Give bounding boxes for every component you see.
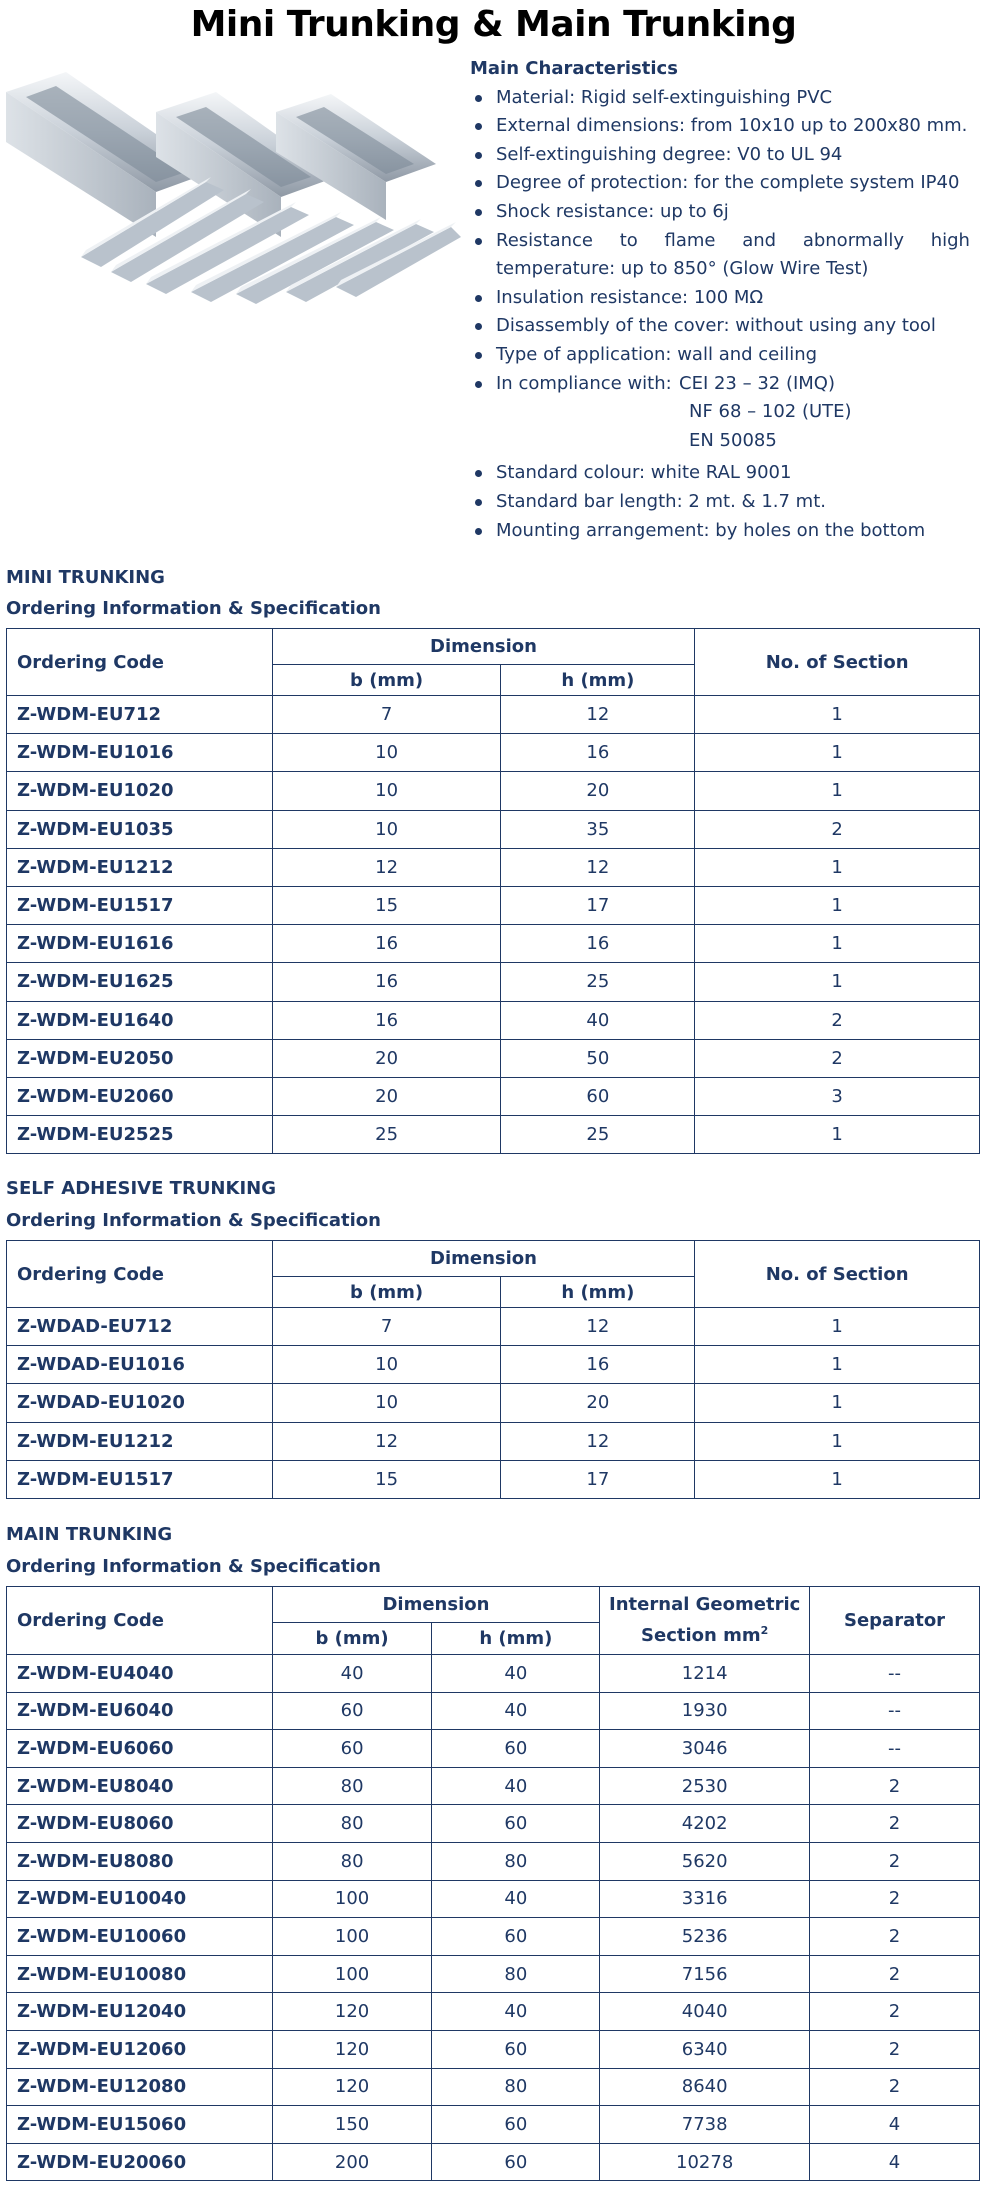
ordering-code-cell: Z-WDM-EU1016	[7, 734, 273, 772]
value-cell: 60	[272, 1730, 432, 1768]
value-cell: 25	[501, 1116, 695, 1154]
value-cell: 20	[501, 772, 695, 810]
value-cell: 6340	[600, 2030, 810, 2068]
ordering-code-cell: Z-WDM-EU1517	[7, 886, 273, 924]
value-cell: 15	[272, 886, 501, 924]
header-h: h (mm)	[432, 1623, 600, 1655]
ordering-code-cell: Z-WDM-EU8080	[7, 1842, 273, 1880]
list-item: Degree of protection: for the complete system IP40	[470, 169, 970, 198]
table-row	[7, 734, 980, 772]
value-cell: 80	[432, 1955, 600, 1993]
value-cell: 1930	[600, 1692, 810, 1730]
list-item: Shock resistance: up to 6j	[470, 198, 970, 227]
list-item: Self-extinguishing degree: V0 to UL 94	[470, 141, 970, 170]
value-cell: 4202	[600, 1805, 810, 1843]
value-cell: 60	[432, 2106, 600, 2144]
value-cell: 7738	[600, 2106, 810, 2144]
value-cell: 40	[501, 1001, 695, 1039]
table-row	[7, 1460, 980, 1498]
value-cell: 80	[272, 1805, 432, 1843]
value-cell: 2	[810, 2068, 980, 2106]
value-cell: 10	[272, 810, 501, 848]
ordering-code-cell: Z-WDM-EU2060	[7, 1077, 273, 1115]
value-cell: 100	[272, 1880, 432, 1918]
table-row	[7, 1993, 980, 2031]
ordering-code-cell: Z-WDM-EU12060	[7, 2030, 273, 2068]
value-cell: 100	[272, 1918, 432, 1956]
value-cell: 5236	[600, 1918, 810, 1956]
ordering-code-cell: Z-WDM-EU2050	[7, 1039, 273, 1077]
value-cell: 120	[272, 1993, 432, 2031]
header-dimension: Dimension	[272, 629, 695, 665]
list-item: Standard colour: white RAL 9001	[470, 459, 970, 488]
value-cell: 1	[695, 734, 980, 772]
value-cell: 2	[810, 2030, 980, 2068]
ordering-code-cell: Z-WDM-EU1035	[7, 810, 273, 848]
page-title: Mini Trunking & Main Trunking	[190, 4, 797, 45]
table-row	[7, 1805, 980, 1843]
table-row	[7, 696, 980, 734]
table-row	[7, 1692, 980, 1730]
value-cell: 2	[695, 1039, 980, 1077]
value-cell: 40	[432, 1692, 600, 1730]
value-cell: 16	[501, 734, 695, 772]
ordering-code-cell: Z-WDM-EU1640	[7, 1001, 273, 1039]
value-cell: 80	[432, 2068, 600, 2106]
table-row	[7, 1842, 980, 1880]
header-sections: No. of Section	[695, 629, 980, 696]
table-row	[7, 2030, 980, 2068]
mini-trunking-subtitle: Ordering Information & Specification	[6, 598, 381, 619]
value-cell: 2530	[600, 1767, 810, 1805]
value-cell: 3046	[600, 1730, 810, 1768]
value-cell: 7	[272, 1308, 501, 1346]
table-row	[7, 925, 980, 963]
compliance-standard: CEI 23 – 32 (IMQ)	[679, 372, 835, 394]
compliance-standard: NF 68 – 102 (UTE)	[689, 401, 852, 423]
adhesive-trunking-title: SELF ADHESIVE TRUNKING	[6, 1178, 276, 1199]
value-cell: 3316	[600, 1880, 810, 1918]
value-cell: 10278	[600, 2143, 810, 2181]
table-row	[7, 886, 980, 924]
value-cell: 2	[695, 810, 980, 848]
table-row	[7, 772, 980, 810]
value-cell: 80	[432, 1842, 600, 1880]
table-row	[7, 1308, 980, 1346]
value-cell: 100	[272, 1955, 432, 1993]
value-cell: 200	[272, 2143, 432, 2181]
value-cell: 2	[810, 1993, 980, 2031]
value-cell: 7	[272, 696, 501, 734]
value-cell: 60	[272, 1692, 432, 1730]
value-cell: 2	[810, 1955, 980, 1993]
value-cell: --	[810, 1730, 980, 1768]
list-item: External dimensions: from 10x10 up to 200x80 mm.	[470, 112, 970, 141]
value-cell: 1	[695, 1308, 980, 1346]
value-cell: 1214	[600, 1655, 810, 1693]
ordering-code-cell: Z-WDM-EU12040	[7, 1993, 273, 2031]
value-cell: 60	[432, 1730, 600, 1768]
value-cell: 120	[272, 2030, 432, 2068]
header-internal-section: Internal Geometric Section $mm^2$	[600, 1587, 810, 1655]
header-dimension: Dimension	[272, 1587, 600, 1623]
value-cell: 10	[272, 734, 501, 772]
value-cell: 2	[810, 1805, 980, 1843]
value-cell: 12	[501, 1422, 695, 1460]
header-dimension: Dimension	[272, 1241, 695, 1277]
table-row	[7, 1767, 980, 1805]
list-item: Disassembly of the cover: without using any tool	[470, 312, 970, 341]
ordering-code-cell: Z-WDM-EU1020	[7, 772, 273, 810]
list-item: Insulation resistance: 100 MΩ	[470, 284, 970, 313]
value-cell: --	[810, 1692, 980, 1730]
value-cell: 60	[432, 2143, 600, 2181]
header-b: b (mm)	[272, 665, 501, 696]
header-separator: Separator	[810, 1587, 980, 1655]
value-cell: 1	[695, 925, 980, 963]
value-cell: 1	[695, 1422, 980, 1460]
value-cell: 4	[810, 2143, 980, 2181]
value-cell: 50	[501, 1039, 695, 1077]
ordering-code-cell: Z-WDAD-EU712	[7, 1308, 273, 1346]
value-cell: 1	[695, 848, 980, 886]
value-cell: 10	[272, 772, 501, 810]
main-characteristics	[470, 55, 970, 545]
ordering-code-cell: Z-WDM-EU8040	[7, 1767, 273, 1805]
value-cell: 12	[501, 696, 695, 734]
value-cell: 3	[695, 1077, 980, 1115]
header-sections: No. of Section	[695, 1241, 980, 1308]
table-row	[7, 963, 980, 1001]
adhesive-trunking-subtitle: Ordering Information & Specification	[6, 1210, 381, 1231]
ordering-code-cell: Z-WDAD-EU1016	[7, 1346, 273, 1384]
mini-trunking-table	[6, 628, 980, 1154]
table-row	[7, 1039, 980, 1077]
ordering-code-cell: Z-WDM-EU15060	[7, 2106, 273, 2144]
value-cell: 1	[695, 1346, 980, 1384]
value-cell: 2	[810, 1767, 980, 1805]
value-cell: 40	[432, 1655, 600, 1693]
list-item: Resistance to flame and abnormally high temperature: up to 850° (Glow Wire Test)	[470, 227, 970, 284]
ordering-code-cell: Z-WDAD-EU1020	[7, 1384, 273, 1422]
value-cell: 10	[272, 1384, 501, 1422]
list-item	[470, 370, 970, 456]
value-cell: 16	[501, 925, 695, 963]
ordering-code-cell: Z-WDM-EU4040	[7, 1655, 273, 1693]
value-cell: 16	[272, 925, 501, 963]
value-cell: 16	[272, 963, 501, 1001]
table-row	[7, 2068, 980, 2106]
value-cell: 60	[501, 1077, 695, 1115]
list-item: Mounting arrangement: by holes on the bottom	[470, 517, 970, 546]
value-cell: 2	[810, 1842, 980, 1880]
main-trunking-title: MAIN TRUNKING	[6, 1524, 173, 1545]
table-row	[7, 1655, 980, 1693]
list-item: Material: Rigid self-extinguishing PVC	[470, 84, 970, 113]
value-cell: 20	[272, 1077, 501, 1115]
value-cell: 60	[432, 1805, 600, 1843]
header-b: b (mm)	[272, 1277, 501, 1308]
list-item: Type of application: wall and ceiling	[470, 341, 970, 370]
compliance-standard: EN 50085	[689, 429, 777, 451]
table-row	[7, 848, 980, 886]
value-cell: --	[810, 1655, 980, 1693]
adhesive-trunking-table	[6, 1240, 980, 1499]
value-cell: 40	[432, 1993, 600, 2031]
ordering-code-cell: Z-WDM-EU6060	[7, 1730, 273, 1768]
ordering-code-cell: Z-WDM-EU12080	[7, 2068, 273, 2106]
value-cell: 2	[810, 1880, 980, 1918]
table-row	[7, 2106, 980, 2144]
header-h: h (mm)	[501, 1277, 695, 1308]
ordering-code-cell: Z-WDM-EU10060	[7, 1918, 273, 1956]
value-cell: 1	[695, 1384, 980, 1422]
list-item: Standard bar length: 2 mt. & 1.7 mt.	[470, 488, 970, 517]
value-cell: 20	[501, 1384, 695, 1422]
ordering-code-cell: Z-WDM-EU1212	[7, 848, 273, 886]
value-cell: 16	[501, 1346, 695, 1384]
value-cell: 40	[272, 1655, 432, 1693]
ordering-code-cell: Z-WDM-EU712	[7, 696, 273, 734]
table-row	[7, 1346, 980, 1384]
ordering-code-cell: Z-WDM-EU1616	[7, 925, 273, 963]
value-cell: 1	[695, 696, 980, 734]
value-cell: 17	[501, 1460, 695, 1498]
value-cell: 20	[272, 1039, 501, 1077]
table-row	[7, 1077, 980, 1115]
ordering-code-cell: Z-WDM-EU6040	[7, 1692, 273, 1730]
main-trunking-rows	[7, 1655, 980, 2181]
value-cell: 1	[695, 772, 980, 810]
header-ordering-code: Ordering Code	[7, 1587, 273, 1655]
table-row	[7, 1880, 980, 1918]
value-cell: 25	[501, 963, 695, 1001]
value-cell: 120	[272, 2068, 432, 2106]
value-cell: 1	[695, 1460, 980, 1498]
value-cell: 35	[501, 810, 695, 848]
ordering-code-cell: Z-WDM-EU20060	[7, 2143, 273, 2181]
value-cell: 40	[432, 1767, 600, 1805]
header-ordering-code: Ordering Code	[7, 629, 273, 696]
value-cell: 80	[272, 1767, 432, 1805]
value-cell: 12	[501, 1308, 695, 1346]
table-row	[7, 1384, 980, 1422]
value-cell: 12	[272, 848, 501, 886]
value-cell: 4040	[600, 1993, 810, 2031]
main-trunking-table	[6, 1586, 980, 2181]
value-cell: 5620	[600, 1842, 810, 1880]
adhesive-trunking-rows	[7, 1308, 980, 1499]
ordering-code-cell: Z-WDM-EU2525	[7, 1116, 273, 1154]
value-cell: 1	[695, 886, 980, 924]
characteristics-list	[470, 84, 970, 546]
table-row	[7, 1730, 980, 1768]
ordering-code-cell: Z-WDM-EU1625	[7, 963, 273, 1001]
value-cell: 4	[810, 2106, 980, 2144]
value-cell: 2	[695, 1001, 980, 1039]
main-trunking-subtitle: Ordering Information & Specification	[6, 1556, 381, 1577]
table-row	[7, 1955, 980, 1993]
value-cell: 1	[695, 963, 980, 1001]
characteristics-heading: Main Characteristics	[470, 58, 678, 79]
value-cell: 150	[272, 2106, 432, 2144]
value-cell: 2	[810, 1918, 980, 1956]
value-cell: 12	[272, 1422, 501, 1460]
table-row	[7, 1918, 980, 1956]
value-cell: 1	[695, 1116, 980, 1154]
value-cell: 12	[501, 848, 695, 886]
table-row	[7, 1001, 980, 1039]
value-cell: 80	[272, 1842, 432, 1880]
ordering-code-cell: Z-WDM-EU8060	[7, 1805, 273, 1843]
ordering-code-cell: Z-WDM-EU10080	[7, 1955, 273, 1993]
value-cell: 16	[272, 1001, 501, 1039]
header-ordering-code: Ordering Code	[7, 1241, 273, 1308]
table-row	[7, 2143, 980, 2181]
ordering-code-cell: Z-WDM-EU10040	[7, 1880, 273, 1918]
value-cell: 60	[432, 1918, 600, 1956]
value-cell: 8640	[600, 2068, 810, 2106]
value-cell: 10	[272, 1346, 501, 1384]
trunking-product-photo	[6, 72, 461, 304]
value-cell: 40	[432, 1880, 600, 1918]
value-cell: 7156	[600, 1955, 810, 1993]
mini-trunking-rows	[7, 696, 980, 1154]
value-cell: 15	[272, 1460, 501, 1498]
value-cell: 17	[501, 886, 695, 924]
ordering-code-cell: Z-WDM-EU1212	[7, 1422, 273, 1460]
table-row	[7, 810, 980, 848]
header-h: h (mm)	[501, 665, 695, 696]
header-b: b (mm)	[272, 1623, 432, 1655]
value-cell: 60	[432, 2030, 600, 2068]
table-row	[7, 1422, 980, 1460]
mini-trunking-title: MINI TRUNKING	[6, 567, 165, 588]
value-cell: 25	[272, 1116, 501, 1154]
compliance-label: In compliance with:	[496, 372, 672, 394]
table-row	[7, 1116, 980, 1154]
ordering-code-cell: Z-WDM-EU1517	[7, 1460, 273, 1498]
